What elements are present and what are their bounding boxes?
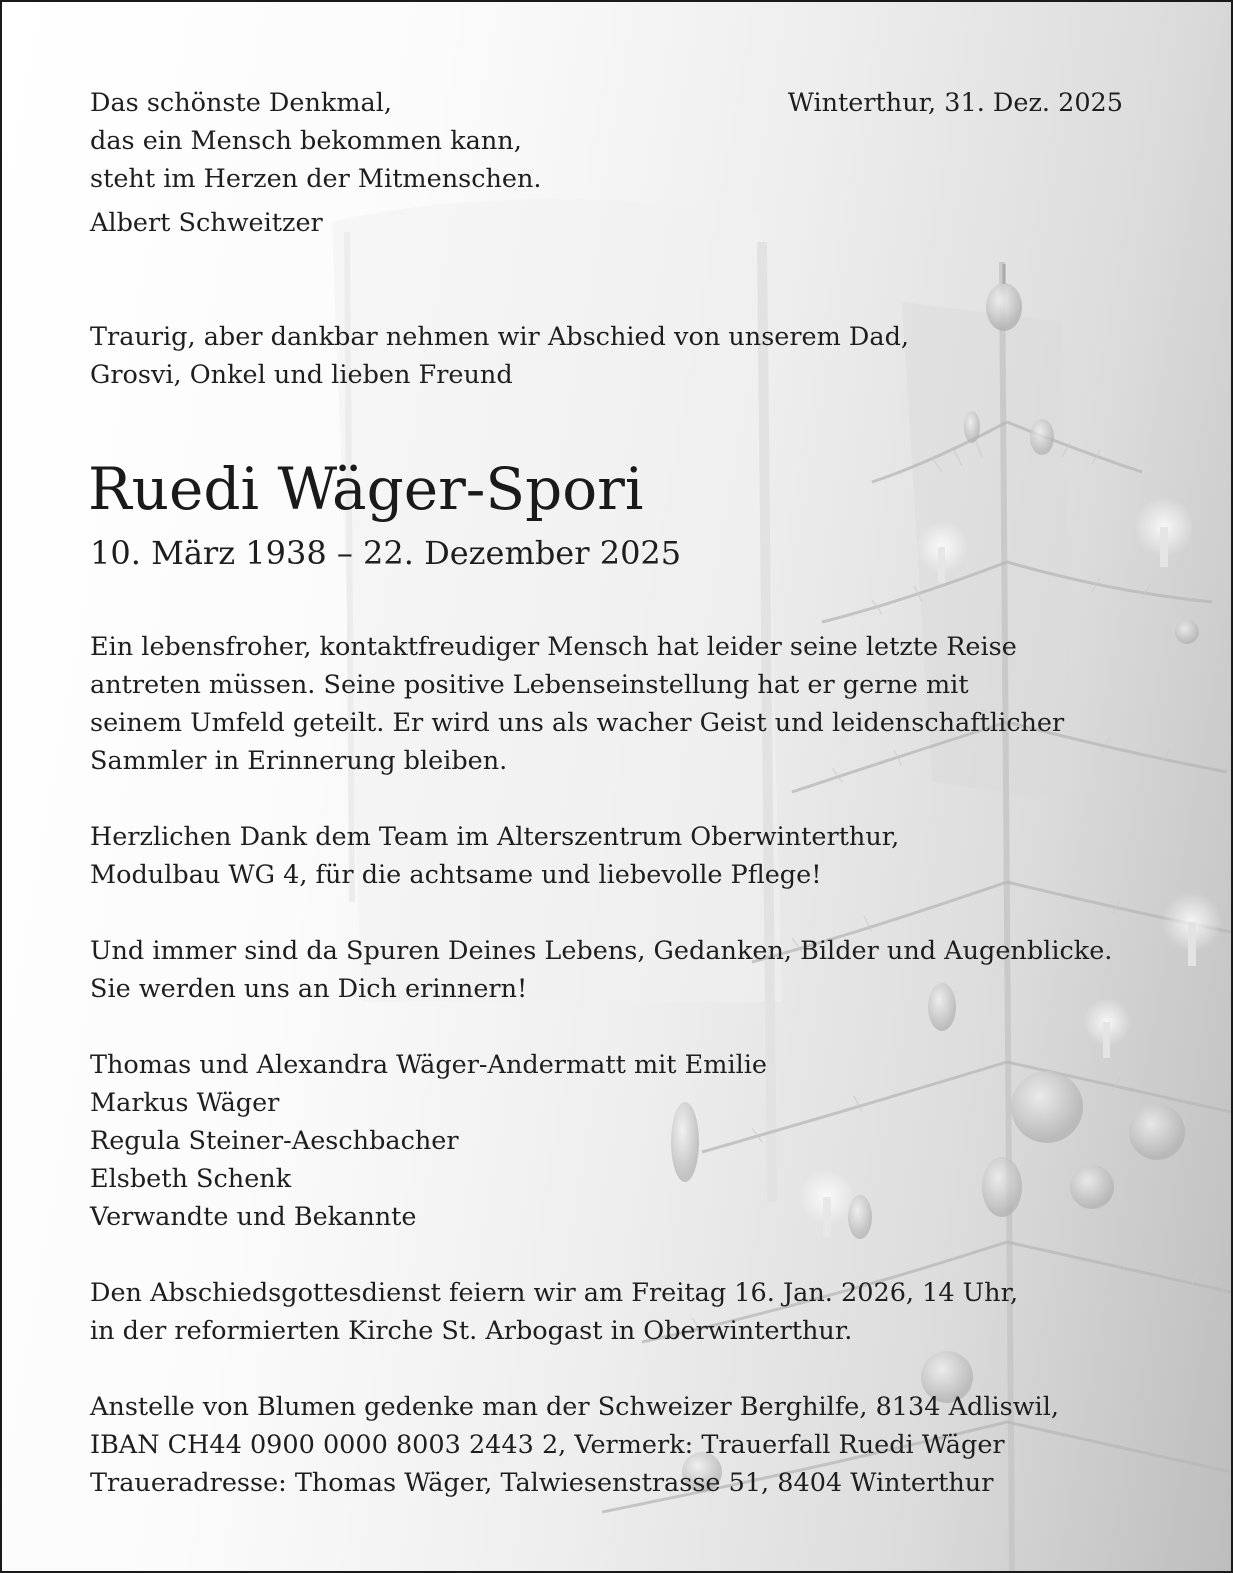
mourner: Thomas und Alexandra Wäger-Andermatt mit Emilie bbox=[90, 1050, 768, 1080]
intro-line: Grosvi, Onkel und lieben Freund bbox=[90, 360, 513, 390]
tribute-line: Ein lebensfroher, kontaktfreudiger Mensch hat leider seine letzte Reise bbox=[90, 632, 1017, 662]
thanks-paragraph bbox=[90, 818, 899, 894]
place-date: Winterthur, 31. Dez. 2025 bbox=[787, 88, 1123, 118]
service-info bbox=[90, 1274, 1018, 1350]
service-line: Den Abschiedsgottesdienst feiern wir am Freitag 16. Jan. 2026, 14 Uhr, bbox=[90, 1278, 1019, 1308]
mourner: Elsbeth Schenk bbox=[90, 1164, 292, 1194]
mourner: Regula Steiner-Aeschbacher bbox=[90, 1126, 459, 1156]
life-dates: 10. März 1938 – 22. Dezember 2025 bbox=[90, 534, 682, 572]
mourner: Verwandte und Bekannte bbox=[90, 1202, 417, 1232]
thanks-line: Herzlichen Dank dem Team im Alterszentrum Oberwinterthur, bbox=[90, 822, 900, 852]
tribute-line: seinem Umfeld geteilt. Er wird uns als wacher Geist und leidenschaftlicher bbox=[90, 708, 1065, 738]
tribute-paragraph bbox=[90, 628, 1064, 780]
mourners-list bbox=[90, 1046, 767, 1236]
mourning-address: Traueradresse: Thomas Wäger, Talwiesenstrasse 51, 8404 Winterthur bbox=[90, 1468, 994, 1498]
deceased-name: Ruedi Wäger-Spori bbox=[88, 455, 644, 523]
quote-author: Albert Schweitzer bbox=[90, 208, 323, 238]
intro-text bbox=[90, 318, 909, 394]
mourner: Markus Wäger bbox=[90, 1088, 280, 1118]
donation-line: IBAN CH44 0900 0000 8003 2443 2, Vermerk: Trauerfall Ruedi Wäger bbox=[90, 1430, 1005, 1460]
donation-info bbox=[90, 1388, 1059, 1502]
service-line: in der reformierten Kirche St. Arbogast in Oberwinterthur. bbox=[90, 1316, 853, 1346]
quote-line: Das schönste Denkmal, bbox=[90, 88, 392, 118]
memory-paragraph bbox=[90, 932, 1112, 1008]
quote bbox=[90, 84, 542, 198]
memory-line: Und immer sind da Spuren Deines Lebens, Gedanken, Bilder und Augenblicke. bbox=[90, 936, 1113, 966]
thanks-line: Modulbau WG 4, für die achtsame und liebevolle Pflege! bbox=[90, 860, 822, 890]
donation-line: Anstelle von Blumen gedenke man der Schweizer Berghilfe, 8134 Adliswil, bbox=[90, 1392, 1059, 1422]
memory-line: Sie werden uns an Dich erinnern! bbox=[90, 974, 528, 1004]
quote-line: das ein Mensch bekommen kann, bbox=[90, 126, 522, 156]
quote-line: steht im Herzen der Mitmenschen. bbox=[90, 164, 542, 194]
tribute-line: Sammler in Erinnerung bleiben. bbox=[90, 746, 508, 776]
tribute-line: antreten müssen. Seine positive Lebenseinstellung hat er gerne mit bbox=[90, 670, 969, 700]
intro-line: Traurig, aber dankbar nehmen wir Abschied von unserem Dad, bbox=[90, 322, 910, 352]
